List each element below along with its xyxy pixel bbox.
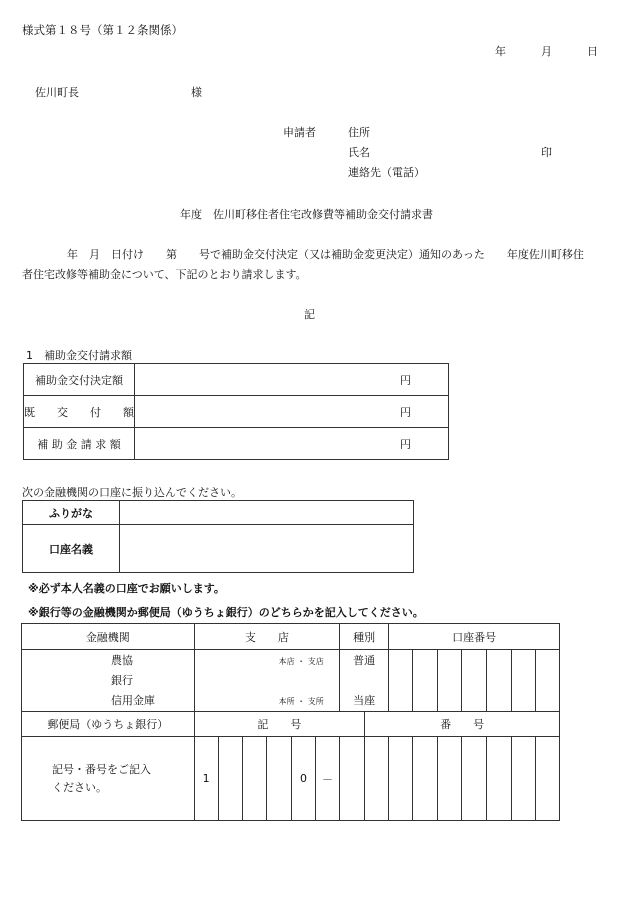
bangou-header: 番 号 [365,712,560,737]
section1-heading: 1 補助金交付請求額 [26,349,132,362]
account-digit-cell[interactable] [462,650,486,712]
header-account-number: 口座番号 [389,624,560,650]
post-office-label: 郵便局（ゆうちょ銀行） [22,712,195,737]
note-own-account: ※必ず本人名義の口座でお願いします。 [28,582,225,595]
kigou-digit-prefilled: 1 [194,737,218,821]
transfer-note: 次の金融機関の口座に振り込んでください。 [22,486,242,499]
bangou-digit-cell[interactable] [462,737,486,821]
branch-options-2[interactable]: 本所 ・ 支所 [278,697,324,706]
post-instruction-cell [22,737,195,821]
furigana-field[interactable] [120,501,414,525]
document-title: 年度 佐川町移住者住宅改修費等補助金交付請求書 [180,208,433,221]
institution-type-bank[interactable]: 銀行 [111,673,133,687]
furigana-label: ふりがな [23,501,120,525]
date-day: 日 [587,45,598,58]
ki-heading: 記 [304,308,315,321]
applicant-address-label: 住所 [348,126,370,139]
account-type-toza[interactable]: 当座 [353,693,376,707]
account-holder-field[interactable] [120,525,414,573]
amount-field[interactable] [135,364,449,396]
date-year: 年 [495,45,506,58]
dash-separator: － [316,737,340,821]
bangou-digit-cell[interactable] [511,737,535,821]
body-line-2: 者住宅改修等補助金について、下記のとおり請求します。 [22,268,307,281]
account-digit-cell[interactable] [413,650,438,712]
institution-type-nokyo[interactable]: 農協 [111,653,133,667]
bangou-digit-cell[interactable] [340,737,365,821]
applicant-name-label: 氏名 [348,146,370,159]
note-choose-institution: ※銀行等の金融機関か郵便局（ゆうちょ銀行）のどちらかを記入してください。 [28,606,424,619]
kigou-digit-cell[interactable] [218,737,242,821]
branch-options-1[interactable]: 本店 ・ 支店 [278,657,324,666]
yen-unit: 円 [400,437,411,451]
amount-label: 補助金交付決定額 [24,364,135,396]
account-digit-cell[interactable] [389,650,413,712]
account-holder-label: 口座名義 [23,525,120,573]
header-institution: 金融機関 [22,624,195,650]
bank-table [21,623,560,821]
addressee-name: 佐川町長 [35,86,79,99]
date-month: 月 [541,45,552,58]
applicant-label: 申請者 [283,126,316,139]
body-line-1: 年 月 日付け 第 号で補助金交付決定（又は補助金変更決定）通知のあった 年度佐川町移住 [67,248,584,261]
account-digit-cell[interactable] [486,650,511,712]
bangou-digit-cell[interactable] [389,737,413,821]
kigou-digit-cell[interactable] [266,737,291,821]
institution-cell[interactable] [22,650,195,712]
branch-cell[interactable] [194,650,339,712]
amount-label: 補 助 金 請 求 額 [24,428,135,460]
bangou-digit-cell[interactable] [413,737,438,821]
header-branch: 支 店 [194,624,339,650]
institution-type-shinkin[interactable]: 信用金庫 [111,693,155,707]
amount-field[interactable] [135,428,449,460]
yen-unit: 円 [400,405,411,419]
applicant-contact-label: 連絡先（電話） [348,166,425,179]
bangou-digit-cell[interactable] [365,737,389,821]
amount-table [23,363,449,460]
bangou-digit-cell[interactable] [438,737,462,821]
account-digit-cell[interactable] [535,650,559,712]
kigou-digit-cell[interactable] [242,737,266,821]
bangou-digit-cell[interactable] [486,737,511,821]
account-digit-cell[interactable] [438,650,462,712]
account-digit-cell[interactable] [511,650,535,712]
form-number: 様式第１８号（第１２条関係） [22,23,183,37]
amount-field[interactable] [135,396,449,428]
amount-label: 既 交 付 額 [24,396,135,428]
kigou-digit-prefilled: 0 [291,737,315,821]
instruction-line-2: ください。 [52,780,107,794]
account-type-cell[interactable] [340,650,389,712]
seal-mark: 印 [541,146,552,159]
kigou-header: 記 号 [194,712,365,737]
bangou-digit-cell[interactable] [535,737,559,821]
addressee-honorific: 様 [191,86,202,99]
account-type-futsu[interactable]: 普通 [353,653,376,667]
account-table [22,500,414,573]
header-type: 種別 [340,624,389,650]
instruction-line-1: 記号・番号をご記入 [52,762,151,776]
yen-unit: 円 [400,373,411,387]
